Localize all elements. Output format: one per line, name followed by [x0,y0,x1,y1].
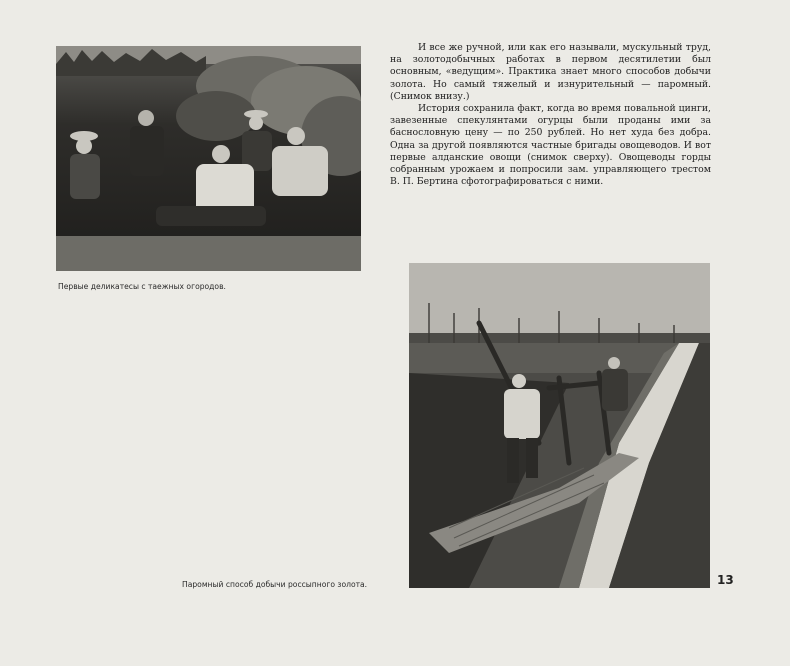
bottom-photo-caption: Паромный способ добычи россыпного золота. [182,580,368,589]
vegetable-growers-photo [56,46,361,271]
gold-mining-photo-icon [409,263,710,588]
article-paragraph: И все же ручной, или как его называли, мускульный труд, на золотодобычных работах в первом десятилетии был основным, «ведущим». Практика знает много способов добычи золота. Но самый тяжелый и изнурительный — паромный. (Снимок внизу.) [390,42,711,102]
top-photo-caption: Первые деликатесы с таежных огородов. [58,282,226,291]
article-text [390,42,711,188]
article-paragraph: История сохранила факт, когда во время повальной цинги, завезенные спекулянтами огурцы были проданы ими за баснословную цену — по 250 рублей. Но нет худа без добра. Одна за другой появляются частные бригады овощеводов. И вот первые алданские овощи (снимок сверху). Овощеводы горды собранным урожаем и попросили зам. управляющего трестом В. П. Бертина сфотографироваться с ними. [390,103,711,188]
page-number: 13 [717,573,734,587]
group-portrait-photo-icon [56,46,361,271]
gold-mining-photo [409,263,710,588]
